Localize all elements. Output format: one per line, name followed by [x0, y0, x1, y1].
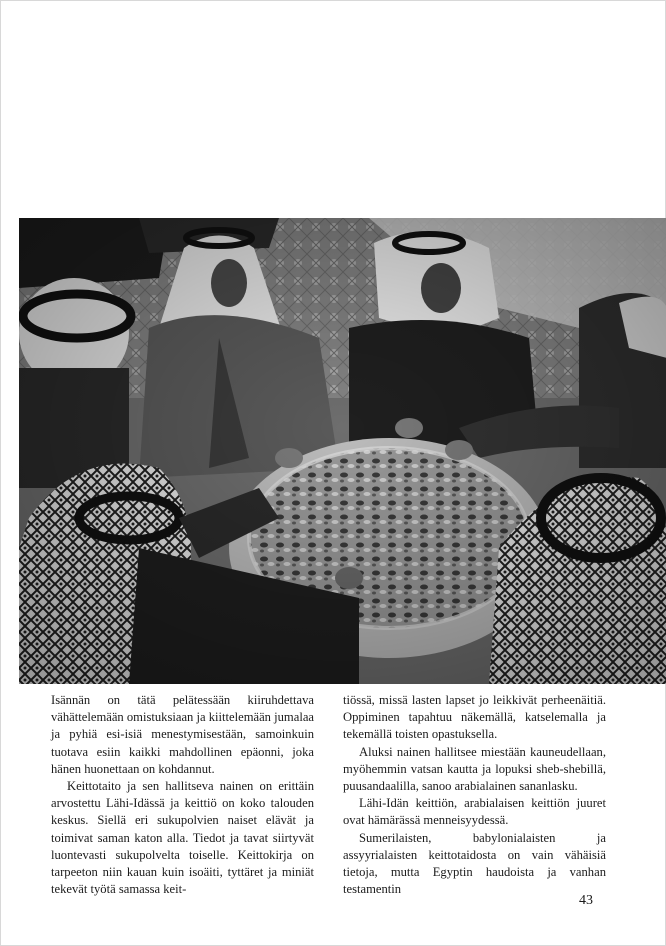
paragraph: Isännän on tätä pelätessään kiiruhdettava vähättelemään omistuksiaan ja kiittelemään jumalaa ja pyhiä esi-isiä menestymisestään, samoinkuin tuotava esiin kaikki mahdollinen epäonni, joka hänen huonettaan on kohdannut. [51, 693, 314, 776]
paragraph: Keittotaito ja sen hallitseva nainen on erittäin arvostettu Lähi-Idässä ja keittiö on koko talouden keskus. Siellä eri sukupolvien naiset elävät ja toimivat saman katon alla. Tiedot ja tavat siirtyvät luontevasti sukupolvelta toiselle. Keittokirja on tarpeeton niin kauan kuin isoäiti, tyttäret ja miniät tekevät työtä samassa keit- [51, 779, 314, 897]
paragraph: Aluksi nainen hallitsee miestään kauneudellaan, myöhemmin vatsan kautta ja lopuksi sheb-shebillä, puusandaalilla, sanoo arabialainen sananlasku. [343, 744, 606, 794]
text-column-left [51, 692, 314, 898]
paragraph: tiössä, missä lasten lapset jo leikkivät perheenäitiä. Oppiminen tapahtuu näkemällä, katselemalla ja tekemällä toisten opastuksella. [343, 693, 606, 742]
photo-graphic [19, 218, 666, 684]
paragraph: Lähi-Idän keittiön, arabialaisen keittiön juuret ovat hämärässä menneisyydessä. [343, 796, 606, 828]
text-column-right [343, 692, 606, 898]
page-number: 43 [579, 893, 593, 908]
photo-men-sharing-meal [19, 218, 666, 684]
paragraph: Sumerilaisten, babylonialaisten ja assyyrialaisten keittotaidosta on vain vähäisiä tietoja, mutta Egyptin haudoista ja vanhan testamentin [343, 830, 606, 897]
